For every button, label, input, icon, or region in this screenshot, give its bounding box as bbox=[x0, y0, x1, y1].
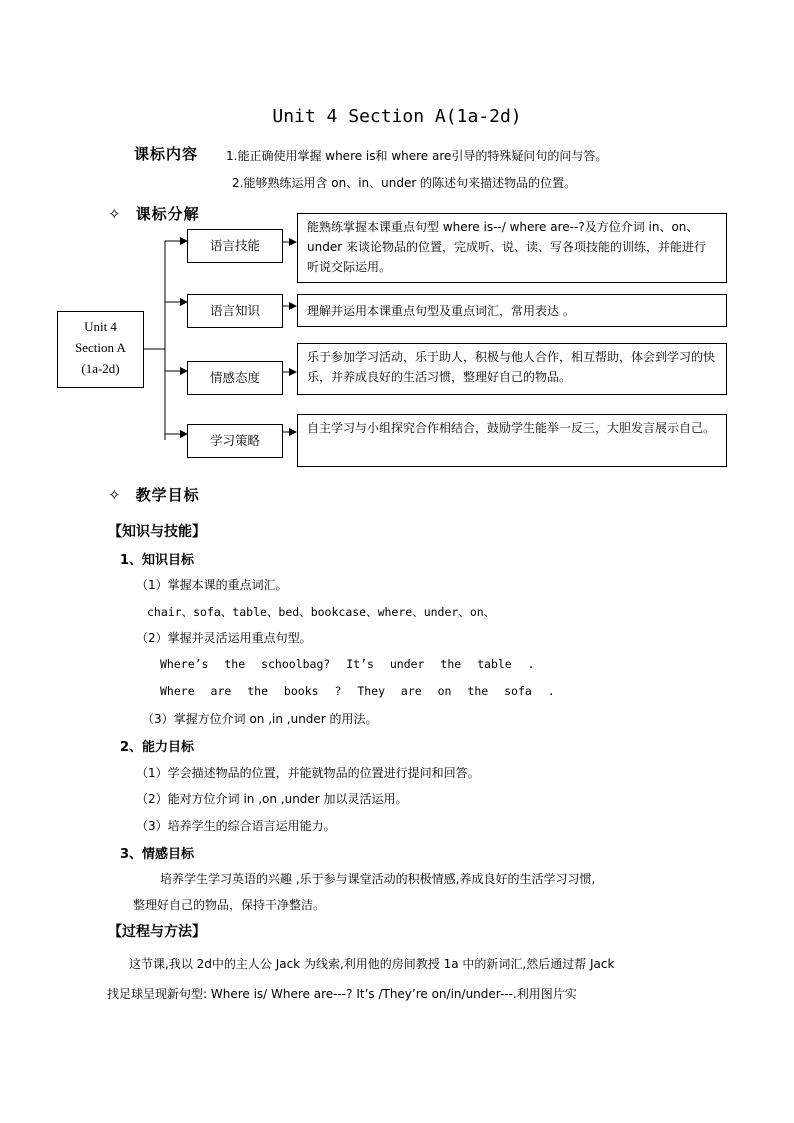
ability-goal-heading: 2、能力目标 bbox=[120, 740, 195, 755]
knowledge-goal-heading: 1、知识目标 bbox=[120, 553, 195, 568]
description-box-language-knowledge: 理解并运用本课重点句型及重点词汇，常用表达 。 bbox=[297, 294, 727, 327]
diamond-icon: ✧ bbox=[108, 486, 122, 504]
description-box-strategy: 自主学习与小组探究合作相结合，鼓励学生能举一反三，大胆发言展示自己。 bbox=[297, 414, 727, 467]
knowledge-skills-heading: 【知识与技能】 bbox=[108, 524, 206, 540]
vocabulary-list: chair、sofa、table、bed、bookcase、where、under、on、 bbox=[147, 605, 496, 619]
emotion-line-1: 培养学生学习英语的兴趣 ,乐于参与课堂活动的积极情感,养成良好的生活学习习惯, bbox=[160, 872, 596, 886]
page-title: Unit 4 Section A(1a-2d) bbox=[272, 106, 522, 127]
description-box-language-skills: 能熟练掌握本课重点句型 where is--/ where are--?及方位介词 in、on、under 来谈论物品的位置，完成听、说、读、写各项技能的训练，并能进行听说交际运用。 bbox=[297, 213, 727, 283]
unit-box bbox=[57, 311, 144, 388]
diamond-icon: ✧ bbox=[108, 205, 122, 223]
unit-box-line-2: Section A bbox=[75, 340, 126, 355]
process-heading: 【过程与方法】 bbox=[108, 924, 206, 940]
ability-item-3: （3）培养学生的综合语言运用能力。 bbox=[136, 819, 336, 833]
category-box-attitude: 情感态度 bbox=[187, 361, 283, 395]
ability-item-1: （1）学会描述物品的位置，并能就物品的位置进行提问和回答。 bbox=[136, 766, 480, 780]
knowledge-item-1: （1）掌握本课的重点词汇。 bbox=[136, 578, 288, 592]
unit-box-line-1: Unit 4 bbox=[84, 319, 117, 334]
ability-item-2: （2）能对方位介词 in ,on ,under 加以灵活运用。 bbox=[136, 792, 408, 806]
breakdown-heading-text: 课标分解 bbox=[135, 205, 200, 223]
process-line-1: 这节课,我以 2d中的主人公 Jack 为线索,利用他的房间教授 1a 中的新词汇,然后通过帮 Jack bbox=[129, 957, 615, 971]
category-box-language-skills: 语言技能 bbox=[187, 229, 283, 263]
emotion-goal-heading: 3、情感目标 bbox=[120, 847, 195, 862]
curriculum-label: 课标内容 bbox=[134, 145, 199, 163]
objectives-heading-text: 教学目标 bbox=[135, 486, 200, 504]
curriculum-item-2: 2.能够熟练运用含 on、in、under 的陈述句来描述物品的位置。 bbox=[232, 176, 577, 190]
emotion-line-2: 整理好自己的物品，保持干净整洁。 bbox=[133, 898, 326, 912]
curriculum-item-1: 1.能正确使用掌握 where is和 where are引导的特殊疑问句的问与答。 bbox=[226, 149, 608, 163]
example-sentence-2: Where are the books ? They are on the sofa . bbox=[160, 684, 555, 698]
category-box-strategy: 学习策略 bbox=[187, 424, 283, 458]
unit-box-line-3: (1a-2d) bbox=[81, 361, 120, 376]
process-line-2: 找足球呈现新句型: Where is/ Where are---? It’s /They’re on/in/under---.利用图片实 bbox=[107, 987, 577, 1001]
example-sentence-1: Where’s the schoolbag? It’s under the table . bbox=[160, 657, 535, 671]
description-box-attitude: 乐于参加学习活动，乐于助人，积极与他人合作，相互帮助，体会到学习的快乐，并养成良好的生活习惯，整理好自己的物品。 bbox=[297, 343, 727, 395]
knowledge-item-2: （2）掌握并灵活运用重点句型。 bbox=[136, 631, 312, 645]
category-box-language-knowledge: 语言知识 bbox=[187, 294, 283, 328]
knowledge-item-3: （3）掌握方位介词 on ,in ,under 的用法。 bbox=[142, 712, 378, 726]
objectives-heading bbox=[108, 484, 200, 505]
